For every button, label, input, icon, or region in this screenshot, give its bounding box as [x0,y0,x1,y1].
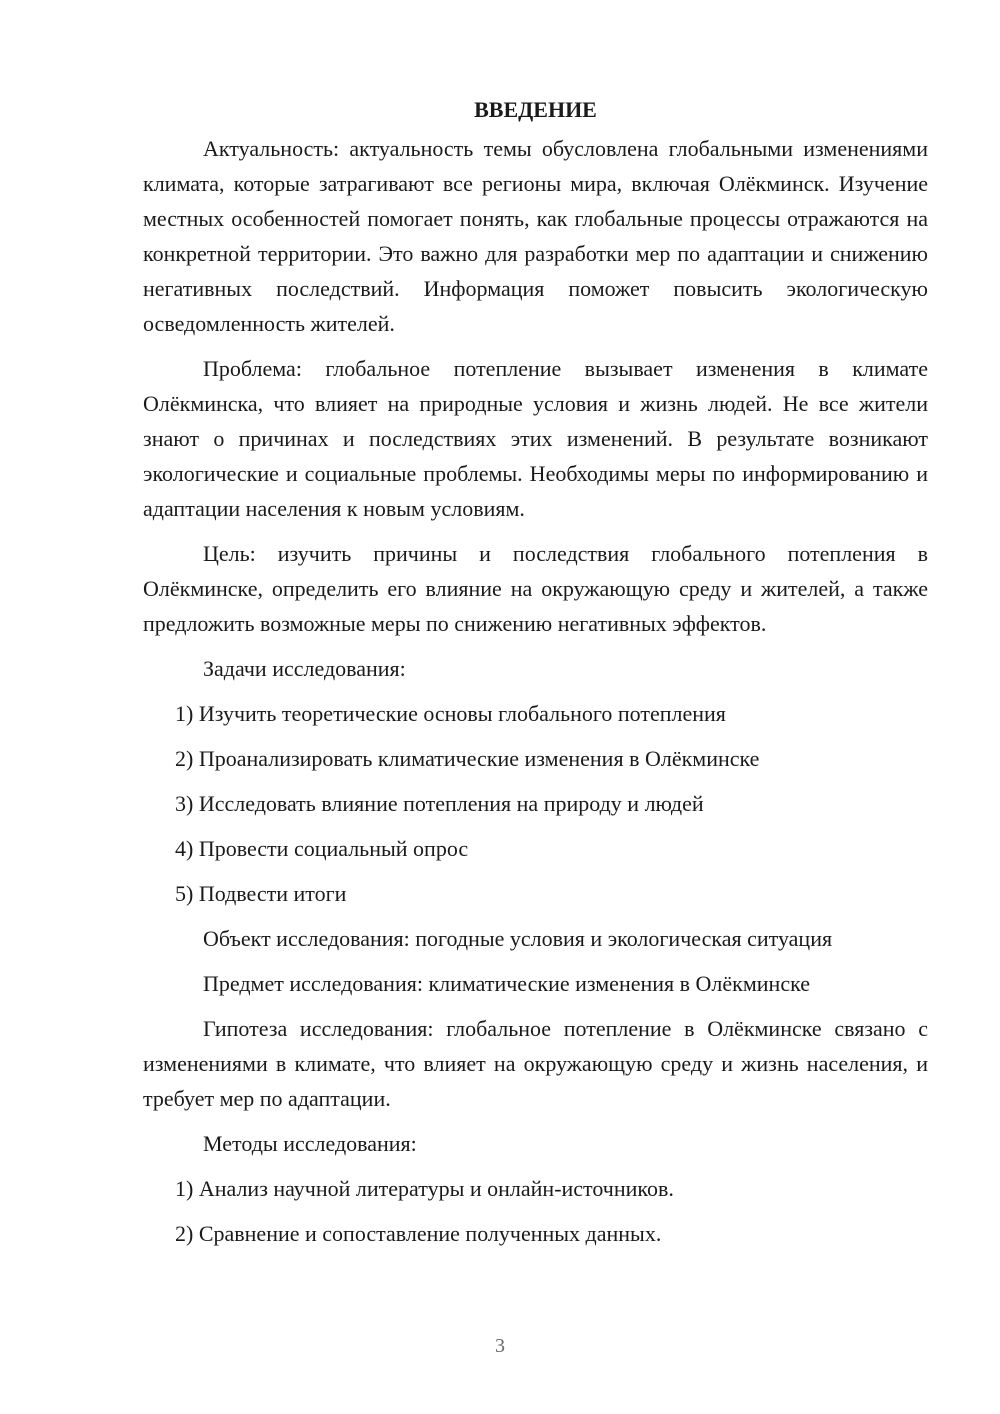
tasks-list [143,696,928,911]
list-item: 3) Исследовать влияние потепления на природу и людей [175,791,704,816]
subject-paragraph: Предмет исследования: климатические изменения в Олёкминске [203,971,810,996]
hypothesis-paragraph: Гипотеза исследования: глобальное потепление в Олёкминске связано с изменениями в климате, что влияет на окружающую среду и жизнь населения, и требует мер по адаптации. [143,1016,928,1111]
methods-list [143,1171,928,1251]
page-content [143,92,928,1251]
page-number: 3 [495,1335,505,1357]
goal-paragraph: Цель: изучить причины и последствия глобального потепления в Олёкминске, определить его влияние на окружающую среду и жителей, а также предложить возможные меры по снижению негативных эффектов. [143,541,928,636]
list-item: 2) Сравнение и сопоставление полученных данных. [175,1221,662,1246]
actuality-paragraph: Актуальность: актуальность темы обусловлена глобальными изменениями климата, которые затрагивают все регионы мира, включая Олёкминск. Изучение местных особенностей помогает понять, как глобальные процессы отражаются на конкретной территории. Это важно для разработки мер по адаптации и снижению негативных последствий. Информация поможет повысить экологическую осведомленность жителей. [143,136,928,336]
section-heading: ВВЕДЕНИЕ [474,97,597,122]
object-paragraph: Объект исследования: погодные условия и экологическая ситуация [203,926,833,951]
list-item: 4) Провести социальный опрос [175,836,469,861]
list-item: 2) Проанализировать климатические изменения в Олёкминске [175,746,760,771]
methods-title: Методы исследования: [203,1131,417,1156]
list-item: 1) Изучить теоретические основы глобального потепления [175,701,726,726]
tasks-title: Задачи исследования: [203,656,406,681]
problem-paragraph: Проблема: глобальное потепление вызывает изменения в климате Олёкминска, что влияет на природные условия и жизнь людей. Не все жители знают о причинах и последствиях этих изменений. В результате возникают экологические и социальные проблемы. Необходимы меры по информированию и адаптации населения к новым условиям. [143,356,928,521]
list-item: 5) Подвести итоги [175,881,347,906]
list-item: 1) Анализ научной литературы и онлайн-источников. [175,1176,674,1201]
